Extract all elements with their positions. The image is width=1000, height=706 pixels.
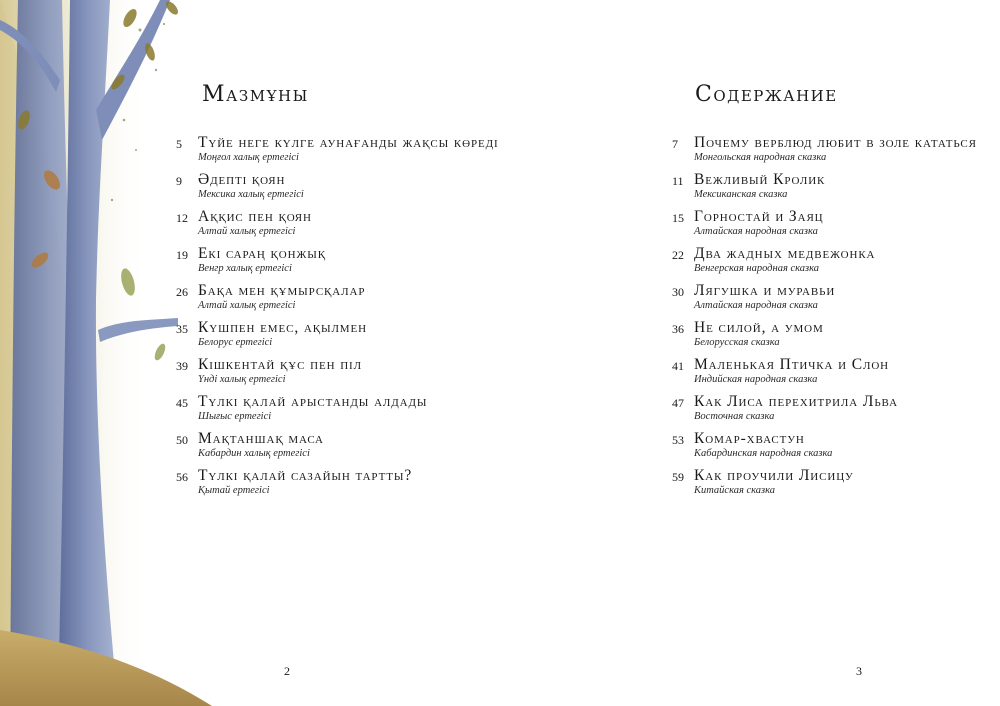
entry-title: Лягушка и муравьи <box>694 282 836 299</box>
entry-page-number: 45 <box>176 396 188 410</box>
entry-origin: Белорусская сказка <box>694 337 780 348</box>
toc-entry[interactable] <box>672 319 1000 356</box>
entry-page-number: 22 <box>672 248 684 262</box>
entry-page-number: 15 <box>672 211 684 225</box>
page-title: Содержание <box>695 82 838 107</box>
entry-title: Бақа мен құмырсқалар <box>198 282 366 299</box>
page-number: 2 <box>284 664 290 678</box>
entry-origin: Шығыс ертегісі <box>198 411 272 422</box>
entry-page-number: 9 <box>176 174 182 188</box>
entry-origin: Моңғол халық ертегісі <box>198 152 299 163</box>
toc-entry[interactable] <box>176 282 646 319</box>
entry-page-number: 39 <box>176 359 188 373</box>
entry-page-number: 30 <box>672 285 684 299</box>
entry-origin: Мексика халық ертегісі <box>198 189 304 200</box>
entry-origin: Монгольская народная сказка <box>694 152 827 163</box>
toc-entry[interactable] <box>672 282 1000 319</box>
toc-list <box>672 134 1000 504</box>
entry-origin: Венгр халық ертегісі <box>198 263 292 274</box>
entry-title: Как Лиса перехитрила Льва <box>694 393 898 410</box>
toc-entry[interactable] <box>672 134 1000 171</box>
entry-title: Комар-хвастун <box>694 430 805 447</box>
entry-page-number: 56 <box>176 470 188 484</box>
entry-title: Түлкі қалай арыстанды алдады <box>198 393 428 410</box>
entry-page-number: 53 <box>672 433 684 447</box>
entry-title: Түйе неге күлге аунағанды жақсы көреді <box>198 134 499 151</box>
entry-title: Вежливый Кролик <box>694 171 826 188</box>
toc-entry[interactable] <box>672 245 1000 282</box>
entry-origin: Алтайская народная сказка <box>694 300 818 311</box>
entry-title: Маленькая Птичка и Слон <box>694 356 890 373</box>
entry-page-number: 7 <box>672 137 678 151</box>
entry-page-number: 12 <box>176 211 188 225</box>
entry-title: Два жадных медвежонка <box>694 245 876 262</box>
entry-page-number: 50 <box>176 433 188 447</box>
entry-page-number: 59 <box>672 470 684 484</box>
entry-page-number: 11 <box>672 174 684 188</box>
toc-entry[interactable] <box>176 430 646 467</box>
entry-origin: Кабардинская народная сказка <box>694 448 833 459</box>
toc-list <box>176 134 646 504</box>
entry-title: Түлкі қалай сазайын тартты? <box>198 467 413 484</box>
entry-origin: Қытай ертегісі <box>198 485 270 496</box>
toc-entry[interactable] <box>672 356 1000 393</box>
entry-page-number: 47 <box>672 396 684 410</box>
entry-title: Кішкентай құс пен піл <box>198 356 362 373</box>
toc-entry[interactable] <box>672 208 1000 245</box>
entry-title: Мақтаншақ маса <box>198 430 324 447</box>
entry-title: Аққис пен қоян <box>198 208 312 225</box>
toc-entry[interactable] <box>176 467 646 504</box>
toc-entry[interactable] <box>176 319 646 356</box>
right-page <box>672 0 1000 706</box>
toc-entry[interactable] <box>672 430 1000 467</box>
page-number: 3 <box>856 664 862 678</box>
toc-entry[interactable] <box>176 356 646 393</box>
entry-title: Почему верблюд любит в золе кататься <box>694 134 977 151</box>
entry-title: Как проучили Лисицу <box>694 467 854 484</box>
toc-entry[interactable] <box>672 467 1000 504</box>
entry-page-number: 35 <box>176 322 188 336</box>
entry-page-number: 26 <box>176 285 188 299</box>
entry-page-number: 36 <box>672 322 684 336</box>
entry-origin: Венгерская народная сказка <box>694 263 820 274</box>
page-title: Мазмұны <box>202 82 309 107</box>
entry-title: Күшпен емес, ақылмен <box>198 319 367 336</box>
entry-page-number: 5 <box>176 137 182 151</box>
toc-entry[interactable] <box>176 245 646 282</box>
entry-origin: Үнді халық ертегісі <box>198 374 286 385</box>
toc-entry[interactable] <box>176 208 646 245</box>
toc-entry[interactable] <box>672 393 1000 430</box>
entry-origin: Алтайская народная сказка <box>694 226 818 237</box>
toc-entry[interactable] <box>176 393 646 430</box>
toc-entry[interactable] <box>176 134 646 171</box>
toc-entry[interactable] <box>176 171 646 208</box>
toc-entry[interactable] <box>672 171 1000 208</box>
entry-title: Не силой, а умом <box>694 319 824 336</box>
entry-origin: Алтай халық ертегісі <box>198 300 296 311</box>
entry-origin: Восточная сказка <box>694 411 775 422</box>
entry-origin: Китайская сказка <box>694 485 776 496</box>
entry-origin: Алтай халық ертегісі <box>198 226 296 237</box>
entry-page-number: 41 <box>672 359 684 373</box>
left-page <box>176 0 646 706</box>
entry-origin: Кабардин халық ертегісі <box>198 448 310 459</box>
entry-page-number: 19 <box>176 248 188 262</box>
entry-title: Горностай и Заяц <box>694 208 824 225</box>
entry-title: Әдепті қоян <box>198 171 286 188</box>
entry-origin: Индийская народная сказка <box>694 374 818 385</box>
entry-origin: Мексиканская сказка <box>694 189 788 200</box>
entry-origin: Белорус ертегісі <box>198 337 273 348</box>
entry-title: Екі сараң қонжық <box>198 245 326 262</box>
